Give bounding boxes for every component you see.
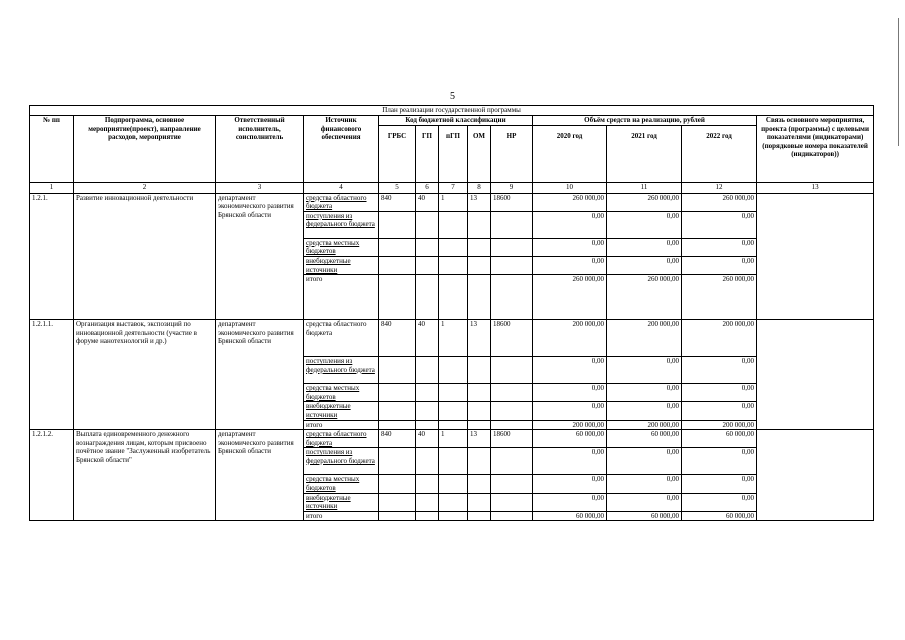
grbs-cell: 840 (379, 193, 416, 211)
source-cell: внебюджетные источники (304, 256, 379, 274)
source-cell: внебюджетные источники (304, 493, 379, 511)
header-source: Источник финансового обеспечения (304, 116, 379, 183)
grbs-cell (379, 238, 416, 256)
column-number: 8 (468, 182, 491, 193)
amount-2020: 0,00 (533, 402, 607, 420)
total-2021: 260 000,00 (607, 275, 682, 320)
amount-2021: 200 000,00 (607, 320, 682, 357)
np-cell (491, 256, 533, 274)
amount-2021: 0,00 (607, 475, 682, 493)
amount-2020: 60 000,00 (533, 430, 607, 448)
source-cell: поступления из федерального бюджета (304, 211, 379, 238)
gp-cell (416, 493, 439, 511)
grbs-cell (379, 420, 416, 430)
gp-cell: 40 (416, 430, 439, 448)
amount-2022: 60 000,00 (682, 430, 757, 448)
pgp-cell (439, 402, 468, 420)
pgp-cell (439, 211, 468, 238)
source-cell: средства областного бюджета (304, 430, 379, 448)
amount-2020: 0,00 (533, 357, 607, 384)
amount-2021: 0,00 (607, 238, 682, 256)
pgp-cell (439, 493, 468, 511)
gp-cell (416, 420, 439, 430)
section-executor: департамент экономического развития Брянской области (216, 430, 304, 521)
source-cell: средства областного бюджета (304, 193, 379, 211)
column-number: 6 (416, 182, 439, 193)
header-2022: 2022 год (682, 125, 757, 182)
source-cell: средства местных бюджетов (304, 384, 379, 402)
total-2022: 60 000,00 (682, 511, 757, 521)
gp-cell: 40 (416, 320, 439, 357)
section-name: Развитие инновационной деятельности (74, 193, 216, 320)
om-cell (468, 256, 491, 274)
np-cell (491, 511, 533, 521)
section-executor: департамент экономического развития Брянской области (216, 320, 304, 430)
column-number: 13 (757, 182, 874, 193)
source-cell: поступления из федерального бюджета (304, 448, 379, 475)
indicator-link-cell (757, 320, 874, 430)
pgp-cell: 1 (439, 320, 468, 357)
header-2021: 2021 год (607, 125, 682, 182)
om-cell (468, 238, 491, 256)
np-cell (491, 384, 533, 402)
grbs-cell (379, 256, 416, 274)
amount-2022: 0,00 (682, 448, 757, 475)
om-cell (468, 275, 491, 320)
grbs-cell (379, 275, 416, 320)
table-title: План реализации государственной программы (30, 106, 874, 116)
source-cell: поступления из федерального бюджета (304, 357, 379, 384)
np-cell (491, 275, 533, 320)
om-cell: 13 (468, 193, 491, 211)
amount-2020: 0,00 (533, 256, 607, 274)
pgp-cell: 1 (439, 430, 468, 448)
header-om: ОМ (468, 125, 491, 182)
column-number: 4 (304, 182, 379, 193)
np-cell (491, 475, 533, 493)
page-number: 5 (450, 91, 455, 102)
header-subprogram: Подпрограмма, основное мероприятие(проект), направление расходов, мероприятие (74, 116, 216, 183)
np-cell (491, 211, 533, 238)
header-no: № пп (30, 116, 74, 183)
gp-cell (416, 402, 439, 420)
amount-2021: 0,00 (607, 448, 682, 475)
source-cell: средства областного бюджета (304, 320, 379, 357)
amount-2021: 0,00 (607, 493, 682, 511)
indicator-link-cell (757, 430, 874, 521)
section-number: 1.2.1.1. (30, 320, 74, 430)
gp-cell (416, 448, 439, 475)
amount-2020: 260 000,00 (533, 193, 607, 211)
np-cell (491, 402, 533, 420)
plan-table-body (30, 193, 874, 521)
column-number: 3 (216, 182, 304, 193)
pgp-cell (439, 448, 468, 475)
om-cell (468, 420, 491, 430)
gp-cell (416, 275, 439, 320)
header-2020: 2020 год (533, 125, 607, 182)
source-cell: внебюджетные источники (304, 402, 379, 420)
om-cell (468, 511, 491, 521)
amount-2022: 0,00 (682, 238, 757, 256)
grbs-cell: 840 (379, 320, 416, 357)
amount-2022: 0,00 (682, 384, 757, 402)
pgp-cell (439, 238, 468, 256)
grbs-cell (379, 384, 416, 402)
table-row (30, 193, 874, 211)
source-cell: средства местных бюджетов (304, 238, 379, 256)
section-executor: департамент экономического развития Брянской области (216, 193, 304, 320)
amount-2021: 60 000,00 (607, 430, 682, 448)
om-cell: 13 (468, 320, 491, 357)
grbs-cell: 840 (379, 430, 416, 448)
total-2020: 260 000,00 (533, 275, 607, 320)
header-budget-code: Код бюджетной классификации (379, 116, 533, 126)
amount-2022: 0,00 (682, 357, 757, 384)
section-name: Организация выставок, экспозиций по инновационной деятельности (участие в форуме нанотехнологий и др.) (74, 320, 216, 430)
amount-2021: 0,00 (607, 402, 682, 420)
column-number: 7 (439, 182, 468, 193)
source-total-cell: итого (304, 420, 379, 430)
amount-2020: 0,00 (533, 238, 607, 256)
amount-2022: 0,00 (682, 402, 757, 420)
amount-2020: 200 000,00 (533, 320, 607, 357)
amount-2022: 0,00 (682, 475, 757, 493)
amount-2022: 0,00 (682, 493, 757, 511)
om-cell (468, 384, 491, 402)
np-cell (491, 448, 533, 475)
amount-2021: 260 000,00 (607, 193, 682, 211)
total-2020: 60 000,00 (533, 511, 607, 521)
gp-cell (416, 256, 439, 274)
grbs-cell (379, 402, 416, 420)
np-cell (491, 493, 533, 511)
np-cell: 18600 (491, 430, 533, 448)
gp-cell (416, 211, 439, 238)
total-2021: 60 000,00 (607, 511, 682, 521)
amount-2020: 0,00 (533, 493, 607, 511)
header-np: НР (491, 125, 533, 182)
om-cell (468, 493, 491, 511)
om-cell (468, 211, 491, 238)
amount-2020: 0,00 (533, 211, 607, 238)
pgp-cell (439, 420, 468, 430)
gp-cell (416, 475, 439, 493)
indicator-link-cell (757, 193, 874, 320)
pgp-cell: 1 (439, 193, 468, 211)
column-number: 1 (30, 182, 74, 193)
column-number: 2 (74, 182, 216, 193)
source-cell: средства местных бюджетов (304, 475, 379, 493)
amount-2022: 0,00 (682, 256, 757, 274)
grbs-cell (379, 448, 416, 475)
amount-2020: 0,00 (533, 448, 607, 475)
header-volume: Объём средств на реализацию, рублей (533, 116, 757, 126)
header-link: Связь основного мероприятия, проекта (программы) с целевыми показателями (индикаторами) (порядковые номера показателей (индикаторов)) (757, 116, 874, 183)
np-cell (491, 238, 533, 256)
table-row (30, 430, 874, 448)
np-cell (491, 420, 533, 430)
header-gp: ГП (416, 125, 439, 182)
pgp-cell (439, 275, 468, 320)
amount-2020: 0,00 (533, 475, 607, 493)
header-grbs: ГРБС (379, 125, 416, 182)
gp-cell (416, 238, 439, 256)
section-number: 1.2.1.2. (30, 430, 74, 521)
pgp-cell (439, 475, 468, 493)
total-2022: 260 000,00 (682, 275, 757, 320)
source-total-cell: итого (304, 275, 379, 320)
om-cell (468, 357, 491, 384)
amount-2022: 260 000,00 (682, 193, 757, 211)
gp-cell (416, 384, 439, 402)
om-cell (468, 475, 491, 493)
amount-2020: 0,00 (533, 384, 607, 402)
column-number: 5 (379, 182, 416, 193)
np-cell: 18600 (491, 193, 533, 211)
table-row (30, 320, 874, 357)
total-2021: 200 000,00 (607, 420, 682, 430)
pgp-cell (439, 511, 468, 521)
column-number: 10 (533, 182, 607, 193)
column-number-row (30, 182, 874, 193)
np-cell (491, 357, 533, 384)
grbs-cell (379, 493, 416, 511)
section-name: Выплата единовременного денежного вознаграждения лицам, которым присвоено почётное звание "Заслуженный изобретатель Брянской области" (74, 430, 216, 521)
header-pgp: пГП (439, 125, 468, 182)
amount-2021: 0,00 (607, 256, 682, 274)
column-number: 11 (607, 182, 682, 193)
header-executor: Ответственный исполнитель, соисполнитель (216, 116, 304, 183)
pgp-cell (439, 357, 468, 384)
grbs-cell (379, 511, 416, 521)
plan-table (29, 105, 874, 521)
pgp-cell (439, 384, 468, 402)
om-cell (468, 448, 491, 475)
amount-2022: 200 000,00 (682, 320, 757, 357)
grbs-cell (379, 357, 416, 384)
source-total-cell: итого (304, 511, 379, 521)
grbs-cell (379, 475, 416, 493)
amount-2021: 0,00 (607, 384, 682, 402)
amount-2022: 0,00 (682, 211, 757, 238)
om-cell: 13 (468, 430, 491, 448)
total-2020: 200 000,00 (533, 420, 607, 430)
column-number: 12 (682, 182, 757, 193)
section-number: 1.2.1. (30, 193, 74, 320)
scan-edge-line (898, 18, 899, 146)
amount-2021: 0,00 (607, 211, 682, 238)
amount-2021: 0,00 (607, 357, 682, 384)
gp-cell (416, 357, 439, 384)
pgp-cell (439, 256, 468, 274)
column-number: 9 (491, 182, 533, 193)
om-cell (468, 402, 491, 420)
np-cell: 18600 (491, 320, 533, 357)
grbs-cell (379, 211, 416, 238)
gp-cell: 40 (416, 193, 439, 211)
total-2022: 200 000,00 (682, 420, 757, 430)
gp-cell (416, 511, 439, 521)
